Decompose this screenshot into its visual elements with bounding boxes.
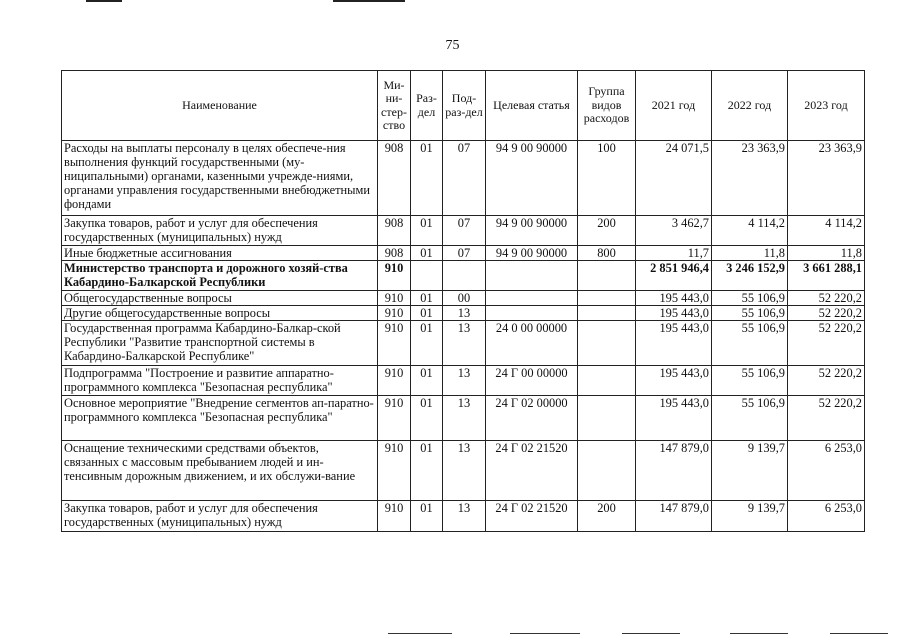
row-name: Основное мероприятие "Внедрение сегментов ап-паратно-программного комплекса "Безопасная республика" — [62, 396, 378, 441]
row-2021: 11,7 — [636, 246, 712, 261]
row-section: 01 — [411, 306, 443, 321]
row-subsection: 13 — [443, 306, 486, 321]
row-name: Иные бюджетные ассигнования — [62, 246, 378, 261]
table-row — [62, 366, 865, 396]
row-2023: 3 661 288,1 — [788, 261, 865, 291]
row-2023: 4 114,2 — [788, 216, 865, 246]
table-row — [62, 291, 865, 306]
row-target: 24 Г 02 00000 — [486, 396, 578, 441]
row-name: Государственная программа Кабардино-Балкар-ской Республики "Развитие транспортной системы в Кабардино-Балкарской Республике" — [62, 321, 378, 366]
row-section: 01 — [411, 246, 443, 261]
row-section: 01 — [411, 366, 443, 396]
row-section — [411, 261, 443, 291]
row-group — [578, 321, 636, 366]
top-rule-right — [333, 0, 405, 2]
row-subsection: 13 — [443, 321, 486, 366]
row-target — [486, 261, 578, 291]
row-subsection: 13 — [443, 441, 486, 501]
row-ministry: 908 — [378, 246, 411, 261]
row-name: Общегосударственные вопросы — [62, 291, 378, 306]
row-name: Закупка товаров, работ и услуг для обеспечения государственных (муниципальных) нужд — [62, 501, 378, 532]
row-2023: 52 220,2 — [788, 396, 865, 441]
row-2022: 55 106,9 — [712, 306, 788, 321]
row-name: Подпрограмма "Построение и развитие аппаратно-программного комплекса "Безопасная республика" — [62, 366, 378, 396]
table-row — [62, 501, 865, 532]
row-target: 94 9 00 90000 — [486, 246, 578, 261]
row-subsection: 13 — [443, 366, 486, 396]
row-ministry: 910 — [378, 291, 411, 306]
row-2021: 195 443,0 — [636, 396, 712, 441]
row-2023: 52 220,2 — [788, 366, 865, 396]
header-target: Целевая статья — [486, 71, 578, 141]
row-group — [578, 291, 636, 306]
budget-table — [61, 70, 865, 532]
table-row — [62, 396, 865, 441]
row-group — [578, 306, 636, 321]
row-section: 01 — [411, 396, 443, 441]
row-subsection: 00 — [443, 291, 486, 306]
header-ministry: Ми-ни-стер-ство — [378, 71, 411, 141]
row-group — [578, 441, 636, 501]
row-section: 01 — [411, 501, 443, 532]
header-2022: 2022 год — [712, 71, 788, 141]
row-subsection: 07 — [443, 141, 486, 216]
row-2022: 55 106,9 — [712, 291, 788, 306]
row-target — [486, 306, 578, 321]
table-row — [62, 306, 865, 321]
row-2021: 147 879,0 — [636, 441, 712, 501]
row-2022: 23 363,9 — [712, 141, 788, 216]
bottom-rule — [388, 633, 452, 634]
row-2023: 52 220,2 — [788, 306, 865, 321]
table-row — [62, 321, 865, 366]
row-2021: 195 443,0 — [636, 366, 712, 396]
row-section: 01 — [411, 141, 443, 216]
row-subsection: 13 — [443, 501, 486, 532]
header-2021: 2021 год — [636, 71, 712, 141]
row-name: Оснащение техническими средствами объектов, связанных с массовым пребыванием людей и ин-тенсивным дорожным движением, и их обслужи-вание — [62, 441, 378, 501]
row-2022: 9 139,7 — [712, 441, 788, 501]
row-2022: 11,8 — [712, 246, 788, 261]
row-target: 94 9 00 90000 — [486, 141, 578, 216]
top-rule-left — [86, 0, 122, 2]
row-target: 24 Г 02 21520 — [486, 441, 578, 501]
bottom-rule — [730, 633, 788, 634]
row-2023: 23 363,9 — [788, 141, 865, 216]
header-section: Раз-дел — [411, 71, 443, 141]
row-2021: 195 443,0 — [636, 306, 712, 321]
bottom-rule — [510, 633, 580, 634]
row-2023: 52 220,2 — [788, 291, 865, 306]
header-subsection: Под-раз-дел — [443, 71, 486, 141]
header-group: Группа видов расходов — [578, 71, 636, 141]
row-ministry: 910 — [378, 306, 411, 321]
row-2022: 55 106,9 — [712, 366, 788, 396]
row-target — [486, 291, 578, 306]
bottom-rule — [622, 633, 680, 634]
row-target: 24 Г 02 21520 — [486, 501, 578, 532]
row-group — [578, 396, 636, 441]
row-2021: 2 851 946,4 — [636, 261, 712, 291]
row-subsection: 07 — [443, 216, 486, 246]
row-group: 100 — [578, 141, 636, 216]
row-2023: 6 253,0 — [788, 441, 865, 501]
row-2023: 11,8 — [788, 246, 865, 261]
row-2021: 3 462,7 — [636, 216, 712, 246]
row-section: 01 — [411, 441, 443, 501]
header-name: Наименование — [62, 71, 378, 141]
row-name: Другие общегосударственные вопросы — [62, 306, 378, 321]
row-section: 01 — [411, 216, 443, 246]
row-2023: 6 253,0 — [788, 501, 865, 532]
row-subsection: 13 — [443, 396, 486, 441]
row-section: 01 — [411, 321, 443, 366]
row-2022: 55 106,9 — [712, 321, 788, 366]
row-ministry: 910 — [378, 261, 411, 291]
table-row — [62, 141, 865, 216]
row-group: 800 — [578, 246, 636, 261]
table-row — [62, 246, 865, 261]
row-target: 24 0 00 00000 — [486, 321, 578, 366]
row-ministry: 910 — [378, 441, 411, 501]
row-2023: 52 220,2 — [788, 321, 865, 366]
row-2021: 24 071,5 — [636, 141, 712, 216]
row-name: Закупка товаров, работ и услуг для обеспечения государственных (муниципальных) нужд — [62, 216, 378, 246]
row-2021: 147 879,0 — [636, 501, 712, 532]
row-2022: 3 246 152,9 — [712, 261, 788, 291]
row-ministry: 910 — [378, 321, 411, 366]
row-subsection — [443, 261, 486, 291]
row-group — [578, 366, 636, 396]
row-ministry: 910 — [378, 396, 411, 441]
row-ministry: 908 — [378, 141, 411, 216]
row-ministry: 908 — [378, 216, 411, 246]
row-2022: 9 139,7 — [712, 501, 788, 532]
table-row — [62, 216, 865, 246]
row-group: 200 — [578, 501, 636, 532]
table-row — [62, 261, 865, 291]
row-2022: 55 106,9 — [712, 396, 788, 441]
header-2023: 2023 год — [788, 71, 865, 141]
row-group: 200 — [578, 216, 636, 246]
table-row — [62, 441, 865, 501]
bottom-rule — [830, 633, 888, 634]
row-ministry: 910 — [378, 501, 411, 532]
row-target: 94 9 00 90000 — [486, 216, 578, 246]
row-name: Министерство транспорта и дорожного хозяй-ства Кабардино-Балкарской Республики — [62, 261, 378, 291]
row-subsection: 07 — [443, 246, 486, 261]
row-group — [578, 261, 636, 291]
header-row — [62, 71, 865, 141]
row-name: Расходы на выплаты персоналу в целях обеспече-ния выполнения функций государственными (му-ниципальными) органами, казенными учрежде-ниями, органами управления государственными внебюджетными фондами — [62, 141, 378, 216]
page-number: 75 — [445, 38, 460, 53]
row-2021: 195 443,0 — [636, 291, 712, 306]
row-ministry: 910 — [378, 366, 411, 396]
row-2021: 195 443,0 — [636, 321, 712, 366]
row-target: 24 Г 00 00000 — [486, 366, 578, 396]
row-2022: 4 114,2 — [712, 216, 788, 246]
row-section: 01 — [411, 291, 443, 306]
